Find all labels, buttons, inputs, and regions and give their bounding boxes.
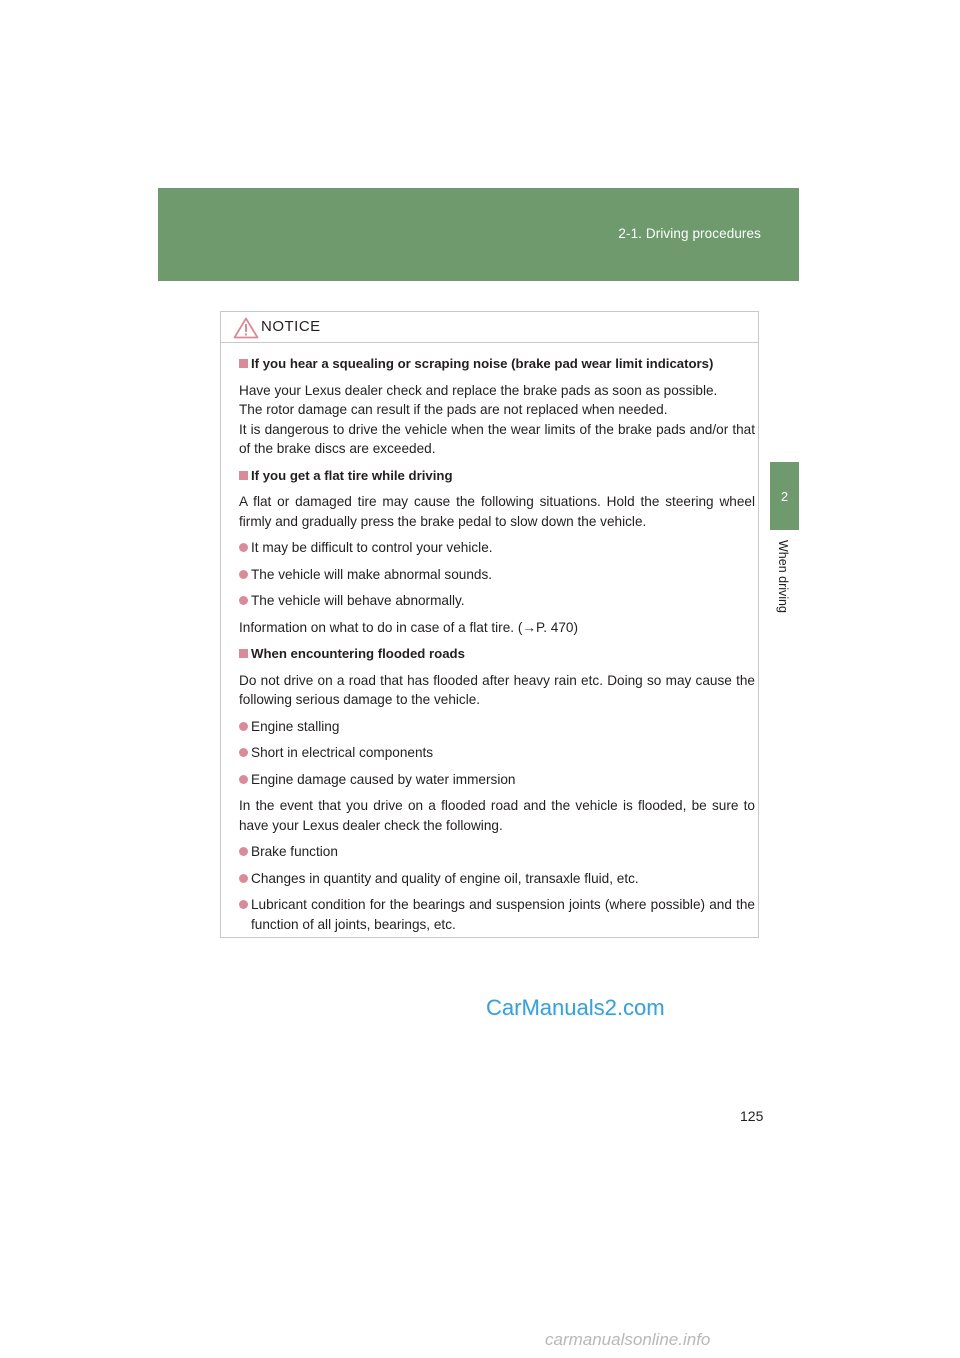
paragraph: A flat or damaged tire may cause the following situations. Hold the steering wheel firmly and gradually press the brake pedal to slow down the vehicle. (239, 494, 755, 529)
circle-bullet-icon (239, 847, 248, 856)
list-item: The vehicle will make abnormal sounds. (239, 565, 755, 585)
list-item: The vehicle will behave abnormally. (239, 591, 755, 611)
list-item: Changes in quantity and quality of engine oil, transaxle fluid, etc. (239, 869, 755, 889)
chapter-tab-label (767, 540, 801, 630)
page-number: 125 (740, 1108, 764, 1124)
circle-bullet-icon (239, 900, 248, 909)
circle-bullet-icon (239, 874, 248, 883)
paragraph: Do not drive on a road that has flooded after heavy rain etc. Doing so may cause the following serious damage to the vehicle. (239, 672, 755, 707)
circle-bullet-icon (239, 596, 248, 605)
section-heading: When encountering flooded roads (239, 644, 755, 664)
square-bullet-icon (239, 471, 248, 480)
chapter-tab-label-text: When driving (776, 540, 790, 613)
list-item: It may be difficult to control your vehicle. (239, 538, 755, 558)
chapter-tab-number: 2 (770, 462, 799, 530)
circle-bullet-icon (239, 722, 248, 731)
list-item: Engine stalling (239, 717, 755, 737)
circle-bullet-icon (239, 543, 248, 552)
paragraph: In the event that you drive on a flooded road and the vehicle is flooded, be sure to have your Lexus dealer check the following. (239, 798, 755, 833)
section-heading: If you get a flat tire while driving (239, 466, 755, 486)
footer-watermark: carmanualsonline.info (545, 1330, 711, 1349)
watermark-logo: CarManuals2.com (486, 995, 665, 1020)
circle-bullet-icon (239, 775, 248, 784)
list-item: Lubricant condition for the bearings and suspension joints (where possible) and the function of all joints, bearings, etc. (239, 895, 755, 934)
notice-box (220, 311, 759, 938)
section-heading: If you hear a squealing or scraping noise (brake pad wear limit indicators) (239, 354, 755, 374)
circle-bullet-icon (239, 748, 248, 757)
paragraph: Have your Lexus dealer check and replace the brake pads as soon as possible. The rotor damage can result if the pads are not replaced when needed. It is dangerous to drive the vehicle when the wear limits of the brake pads and/or that of the brake discs are exceeded. (239, 382, 755, 456)
square-bullet-icon (239, 359, 248, 368)
section-title: 2-1. Driving procedures (618, 226, 761, 241)
page-reference: Information on what to do in case of a flat tire. (→P. 470) (239, 619, 579, 635)
notice-title: NOTICE (261, 318, 321, 335)
notice-content (239, 354, 755, 941)
square-bullet-icon (239, 649, 248, 658)
circle-bullet-icon (239, 570, 248, 579)
header-band (158, 188, 799, 281)
warning-triangle-icon (233, 317, 259, 339)
list-item: Engine damage caused by water immersion (239, 770, 755, 790)
list-item: Short in electrical components (239, 743, 755, 763)
notice-header (221, 312, 758, 343)
list-item: Brake function (239, 842, 755, 862)
